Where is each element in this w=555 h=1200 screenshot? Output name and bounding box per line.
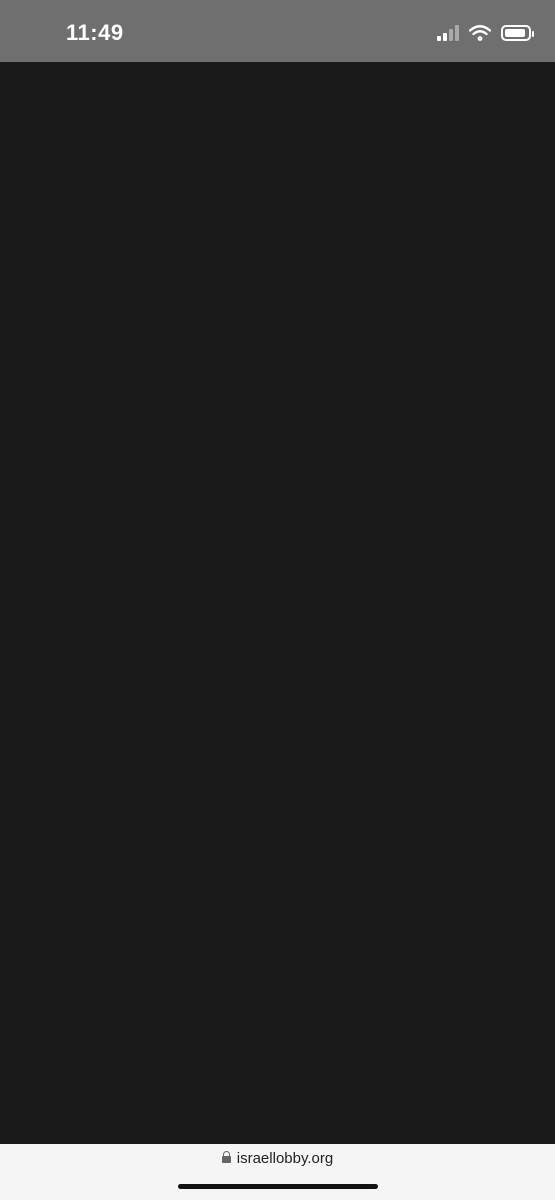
status-bar xyxy=(0,0,555,62)
status-time: 11:49 xyxy=(66,20,124,45)
browser-address-bar[interactable] xyxy=(0,1144,555,1200)
wifi-icon xyxy=(469,25,491,41)
url-text: israellobby.org xyxy=(236,1150,334,1167)
home-indicator[interactable] xyxy=(178,1184,378,1189)
battery-icon xyxy=(501,25,531,41)
cellular-signal-icon xyxy=(437,25,459,41)
address-display[interactable] xyxy=(0,1150,555,1167)
lock-icon xyxy=(222,1156,231,1163)
status-icons xyxy=(437,22,531,44)
